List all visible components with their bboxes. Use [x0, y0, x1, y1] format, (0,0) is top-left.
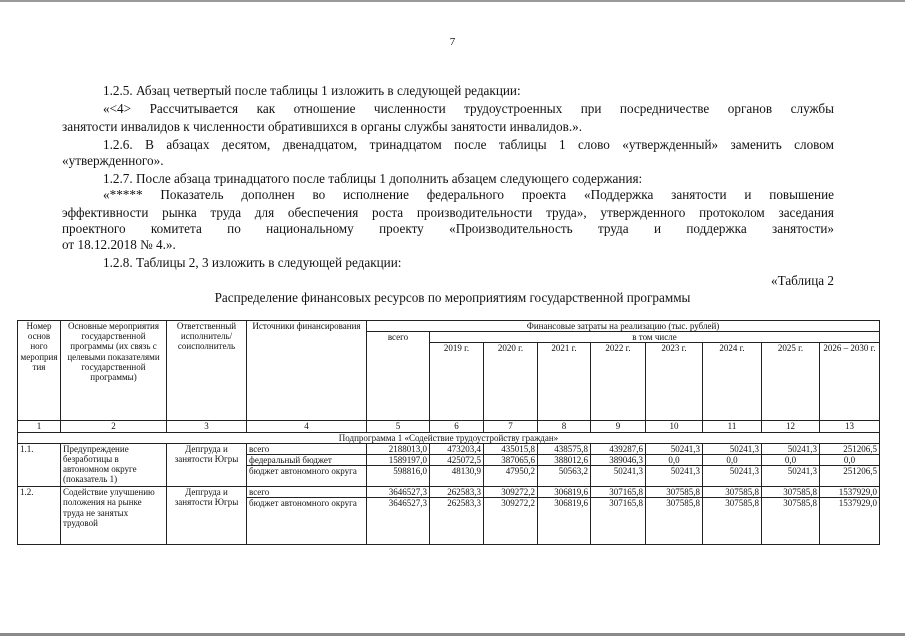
header-total: всего — [367, 332, 430, 421]
item-number: 1.2. — [18, 487, 61, 545]
value-cell: 251206,5 — [820, 466, 880, 487]
header-num: Номер основ ного мероприя тия — [18, 321, 61, 421]
page-number: 7 — [449, 36, 456, 48]
value-cell: 2188013,0 — [367, 443, 430, 454]
bottom-border — [0, 633, 905, 636]
value-cell: 1537929,0 — [820, 487, 880, 498]
value-cell: 388012,6 — [538, 455, 591, 466]
column-number: 12 — [762, 421, 820, 432]
value-cell: 309272,2 — [484, 487, 538, 498]
paragraph-1-2-8: 1.2.8. Таблицы 2, 3 изложить в следующей редакции: — [103, 255, 402, 270]
column-number: 6 — [430, 421, 484, 432]
paragraph-quote-4-line1: «<4> Рассчитывается как отношение численности трудоустроенных при посредничестве органов службы — [103, 101, 834, 116]
column-number: 7 — [484, 421, 538, 432]
value-cell: 50241,3 — [762, 443, 820, 454]
value-cell: 307165,8 — [591, 498, 646, 545]
item-name: Содействие улучшению положения на рынке труда не занятых трудовой — [61, 487, 167, 545]
value-cell: 50241,3 — [591, 466, 646, 487]
value-cell: 307585,8 — [762, 487, 820, 498]
subprogram-title: Подпрограмма 1 «Содействие трудоустройству граждан» — [18, 432, 880, 443]
value-cell: 306819,6 — [538, 498, 591, 545]
column-number: 8 — [538, 421, 591, 432]
table-row — [18, 487, 880, 498]
value-cell: 48130,9 — [430, 466, 484, 487]
value-cell: 389046,3 — [591, 455, 646, 466]
value-cell: 262583,3 — [430, 487, 484, 498]
value-cell: 439287,6 — [591, 443, 646, 454]
value-cell: 307585,8 — [646, 487, 703, 498]
value-cell: 598816,0 — [367, 466, 430, 487]
header-year: 2019 г. — [430, 343, 484, 421]
funding-source: бюджет автономного округа — [247, 498, 367, 545]
paragraph-quote-4-line2: занятости инвалидов к численности обратившихся в органы службы занятости инвалидов.». — [62, 119, 583, 134]
column-number: 1 — [18, 421, 61, 432]
header-sources: Источники финансирования — [247, 321, 367, 421]
value-cell: 307585,8 — [703, 498, 762, 545]
column-number: 9 — [591, 421, 646, 432]
header-year: 2022 г. — [591, 343, 646, 421]
value-cell: 306819,6 — [538, 487, 591, 498]
value-cell: 307165,8 — [591, 487, 646, 498]
column-number: 3 — [167, 421, 247, 432]
funding-source: бюджет автономного округа — [247, 466, 367, 487]
value-cell: 3646527,3 — [367, 498, 430, 545]
header-year: 2021 г. — [538, 343, 591, 421]
paragraph-1-2-6-line2: «утвержденного». — [62, 153, 164, 168]
paragraph-note-line4: от 18.12.2018 № 4.». — [62, 237, 176, 252]
value-cell: 50241,3 — [762, 466, 820, 487]
value-cell: 435015,8 — [484, 443, 538, 454]
value-cell: 309272,2 — [484, 498, 538, 545]
value-cell: 0,0 — [820, 455, 880, 466]
value-cell: 473203,4 — [430, 443, 484, 454]
header-year: 2024 г. — [703, 343, 762, 421]
item-number: 1.1. — [18, 443, 61, 486]
value-cell: 0,0 — [762, 455, 820, 466]
value-cell: 1537929,0 — [820, 498, 880, 545]
value-cell: 0,0 — [703, 455, 762, 466]
header-year: 2020 г. — [484, 343, 538, 421]
paragraph-note-line1: «***** Показатель дополнен во исполнение федерального проекта «Поддержка занятости и повышение — [103, 187, 834, 202]
value-cell: 307585,8 — [703, 487, 762, 498]
value-cell: 251206,5 — [820, 443, 880, 454]
value-cell: 50241,3 — [703, 443, 762, 454]
column-number: 13 — [820, 421, 880, 432]
paragraph-note-line2: эффективности рынка труда для обеспечения роста производительности труда», утвержденного протоколом заседания — [62, 205, 834, 220]
value-cell: 0,0 — [646, 455, 703, 466]
header-activities: Основные мероприятия государственной программы (их связь с целевыми показателями государственной программы) — [61, 321, 167, 421]
paragraph-1-2-6-line1: 1.2.6. В абзацах десятом, двенадцатом, тринадцатом после таблицы 1 слово «утвержденный» заменить словом — [103, 137, 834, 152]
paragraph-1-2-5: 1.2.5. Абзац четвертый после таблицы 1 изложить в следующей редакции: — [103, 83, 521, 98]
funding-source: федеральный бюджет — [247, 455, 367, 466]
value-cell: 1589197,0 — [367, 455, 430, 466]
value-cell: 425072,5 — [430, 455, 484, 466]
item-executor: Депгруда и занятости Югры — [167, 443, 247, 486]
header-including: в том числе — [430, 332, 880, 343]
value-cell: 50563,2 — [538, 466, 591, 487]
top-border — [0, 0, 905, 2]
value-cell: 50241,3 — [646, 466, 703, 487]
table-caption: Распределение финансовых ресурсов по мероприятиям государственной программы — [214, 290, 691, 305]
paragraph-note-line3: проектного комитета по национальному проекту «Производительность труда и поддержка занятости» — [62, 221, 834, 236]
item-name: Предупреждение безработицы в автономном округе (показатель 1) — [61, 443, 167, 486]
table-label: «Таблица 2 — [771, 273, 834, 288]
value-cell: 387065,6 — [484, 455, 538, 466]
header-costs: Финансовые затраты на реализацию (тыс. рублей) — [367, 321, 880, 332]
column-number: 4 — [247, 421, 367, 432]
value-cell: 47950,2 — [484, 466, 538, 487]
value-cell: 50241,3 — [646, 443, 703, 454]
column-number: 5 — [367, 421, 430, 432]
header-year: 2025 г. — [762, 343, 820, 421]
value-cell: 3646527,3 — [367, 487, 430, 498]
column-number: 2 — [61, 421, 167, 432]
funding-source: всего — [247, 487, 367, 498]
value-cell: 262583,3 — [430, 498, 484, 545]
table-row — [18, 443, 880, 454]
value-cell: 438575,8 — [538, 443, 591, 454]
funding-source: всего — [247, 443, 367, 454]
financial-resources-table — [17, 320, 880, 545]
column-number: 11 — [703, 421, 762, 432]
header-year: 2026 – 2030 г. — [820, 343, 880, 421]
paragraph-1-2-7: 1.2.7. После абзаца тринадцатого после таблицы 1 дополнить абзацем следующего содержания: — [103, 171, 643, 186]
header-year: 2023 г. — [646, 343, 703, 421]
column-number: 10 — [646, 421, 703, 432]
header-executor: Ответственный исполнитель/ соисполнитель — [167, 321, 247, 421]
value-cell: 307585,8 — [646, 498, 703, 545]
item-executor: Депгруда и занятости Югры — [167, 487, 247, 545]
value-cell: 307585,8 — [762, 498, 820, 545]
value-cell: 50241,3 — [703, 466, 762, 487]
